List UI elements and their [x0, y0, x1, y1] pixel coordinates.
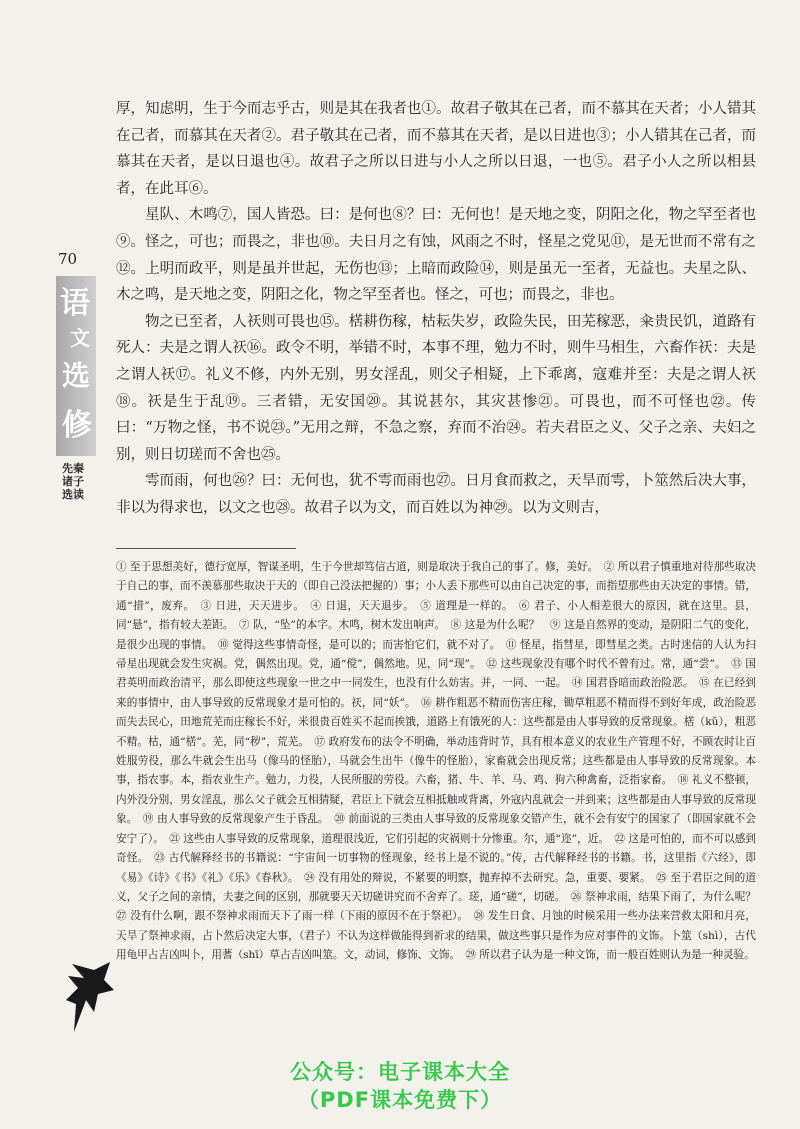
- body-paragraph: 雩而雨，何也㉖？曰：无何也，犹不雩而雨也㉗。日月食而救之，天旱而雩，卜筮然后决大事，非以为得求也，以文之也㉘。故君子以为文，而百姓以为神㉙。以为文则吉，: [116, 473, 756, 516]
- page-number: 70: [58, 250, 78, 268]
- body-paragraph: 物之已至者，人祆则可畏也⑮。楛耕伤稼，枯耘失岁，政险失民，田芜稼恶，籴贵民饥，道路有死人：夫是之谓人祆⑯。政令不明，举错不时，本事不理，勉力不时，则牛马相生，六畜作祆：夫是之谓人祆⑰。礼义不修，内外无别，男女淫乱，则父子相疑，上下乖离，寇难并至：夫是之谓人祆⑱。祆是生于乱⑲。三者错，无安国⑳。其说甚尔，其灾甚惨㉑。可畏也，而不可怪也㉒。传曰：“万物之怪，书不说㉓。”无用之辩，不急之察，弃而不治㉔。若夫君臣之义、父子之亲、夫妇之别，则日切瑳而不舍也㉕。: [116, 313, 756, 463]
- watermark-line-2: （PDF课本免费下）: [297, 1088, 503, 1112]
- side-tab-char-4: 修: [62, 408, 92, 443]
- watermark-line-1: 公众号：电子课本大全: [290, 1060, 510, 1084]
- main-text: [116, 96, 756, 522]
- body-paragraph: 厚，知虑明，生于今而志乎古，则是其在我者也①。故君子敬其在己者，而不慕其在天者；小人错其在己者，而慕其在天者②。君子敬其在己者，而不慕其在天者，是以日进也③；小人错其在己者，而慕其在天者，是以日退也④。故君子之所以日进与小人之所以日退，一也⑤。君子小人之所以相县者，在此耳⑥。: [116, 101, 756, 197]
- side-tab-char-1: 语: [60, 286, 90, 321]
- side-tab-band: [56, 276, 96, 456]
- ink-blot-decoration: [64, 960, 116, 1034]
- footnotes: ① 至于思想美好，德行宽厚，智谋圣明，生于今世却笃信古道，则是取决于我自己的事了。修，美好。 ② 所以君子慎重地对待那些取决于自己的事，而不羡慕那些取决于天的（即自己没法把握的）事；小人丢下那些可以由自己决定的事，而指望那些由天决定的事情。错，通“措”，废弃。 ③ 日进，天天进步。 ④ 日退，天天退步。 ⑤ 道理是一样的。 ⑥ 君子、小人相差很大的原因，就在这里。县，同“悬”，指有较大差距。 ⑦ 队，“坠”的本字。木鸣，树木发出响声。 ⑧ 这是为什么呢？ ⑨ 这是自然界的变动，是阴阳二气的变化，是很少出现的事情。 ⑩ 觉得这些事情奇怪，是可以的；而害怕它们，就不对了。 ⑪ 怪星，指彗星，即彗星之类。古时迷信的人认为扫帚星出现就会发生灾祸。党，偶然出现。党，通“傥”，偶然地。见，同“现”。 ⑫ 这些现象没有哪个时代不曾有过。常，通“尝”。 ⑬ 国君英明而政治清平，那么即使这些现象一世之中一同发生，也没有什么妨害。并，一同、一起。 ⑭ 国君昏暗而政治险恶。 ⑮ 在已经到来的事情中，由人事导致的反常现象才是可怕的。祆，同“妖”。 ⑯ 耕作粗恶不精而伤害庄稼，锄草粗恶不精而得不到好年成，政治险恶而失去民心，田地荒芜而庄稼长不好，米很贵百姓买不起而挨饿，道路上有饿死的人：这些都是由人事导致的反常现象。楛（kǔ），粗恶不精。枯，通“楛”。芜，同“秽”，荒芜。 ⑰ 政府发布的法令不明确，举动违背时节，具有根本意义的农业生产管理不好，不顾农时让百姓服劳役，那么牛就会生出马（像马的怪胎），马就会生出牛（像牛的怪胎），家畜就会出现反常；这些都是由人事导致的反常现象。本事，指农事。本，指农业生产。勉力，力役，人民所服的劳役。六畜，猪、牛、羊、马、鸡、狗六种禽畜，泛指家畜。 ⑱ 礼义不整顿，内外没分别，男女淫乱，那么父子就会互相猜疑，君臣上下就会互相抵触或背离，外寇内乱就会一并到来；这些都是由人事导致的反常现象。 ⑲ 由人事导致的反常现象产生于昏乱。 ⑳ 前面说的三类由人事导致的反常现象交错产生，就不会有安宁的国家了（即国家就不会安宁了）。 ㉑ 这些由人事导致的反常现象，道理很浅近，它们引起的灾祸则十分惨重。尔，通“迩”，近。 ㉒ 这是可怕的，而不可以感到奇怪。 ㉓ 古代解释经书的书籍说：“宇宙间一切事物的怪现象，经书上是不说的。”传，古代解释经书的书籍。书，这里指《六经》，即《易》《诗》《书》《礼》《乐》《春秋》。 ㉔ 没有用处的辩说，不紧要的明察，抛弃掉不去研究。急，重要、要紧。 ㉕ 至于君臣之间的道义，父子之间的亲情，夫妻之间的区别，那就要天天切磋讲究而不舍弃了。瑳，通“磋”，切磋。 ㉖ 祭神求雨，结果下雨了，为什么呢？ ㉗ 没有什么啊，跟不祭神求雨而天下了雨一样（下雨的原因不在于祭祀）。 ㉘ 发生日食、月蚀的时候采用一些办法来营救太阳和月亮，天旱了祭神求雨，占卜然后决定大事，（君子）不认为这样做能得到祈求的结果，做这些事只是作为应对事件的文饰。卜筮（shì），古代用龟甲占吉凶叫卜，用蓍（shī）草占吉凶叫筮。文，动词，修饰、文饰。 ㉙ 所以君子认为是一种文饰，而一般百姓则认为是一种灵验。: [116, 561, 767, 962]
- side-tab-char-3: 选: [62, 359, 91, 392]
- side-tab-subtitle: 先秦诸子选读: [62, 462, 84, 501]
- side-tab-char-2: 文: [70, 326, 90, 350]
- footnote-divider: [116, 548, 296, 549]
- body-paragraph: 星队、木鸣⑦，国人皆恐。曰：是何也⑧？曰：无何也！是天地之变，阴阳之化，物之罕至者也⑨。怪之，可也；而畏之，非也⑩。夫日月之有蚀，风雨之不时，怪星之党见⑪，是无世而不常有之⑫。上明而政平，则是虽并世起，无伤也⑬；上暗而政险⑭，则是虽无一至者，无益也。夫星之队、木之鸣，是天地之变，阴阳之化，物之罕至者也。怪之，可也；而畏之，非也。: [116, 207, 756, 304]
